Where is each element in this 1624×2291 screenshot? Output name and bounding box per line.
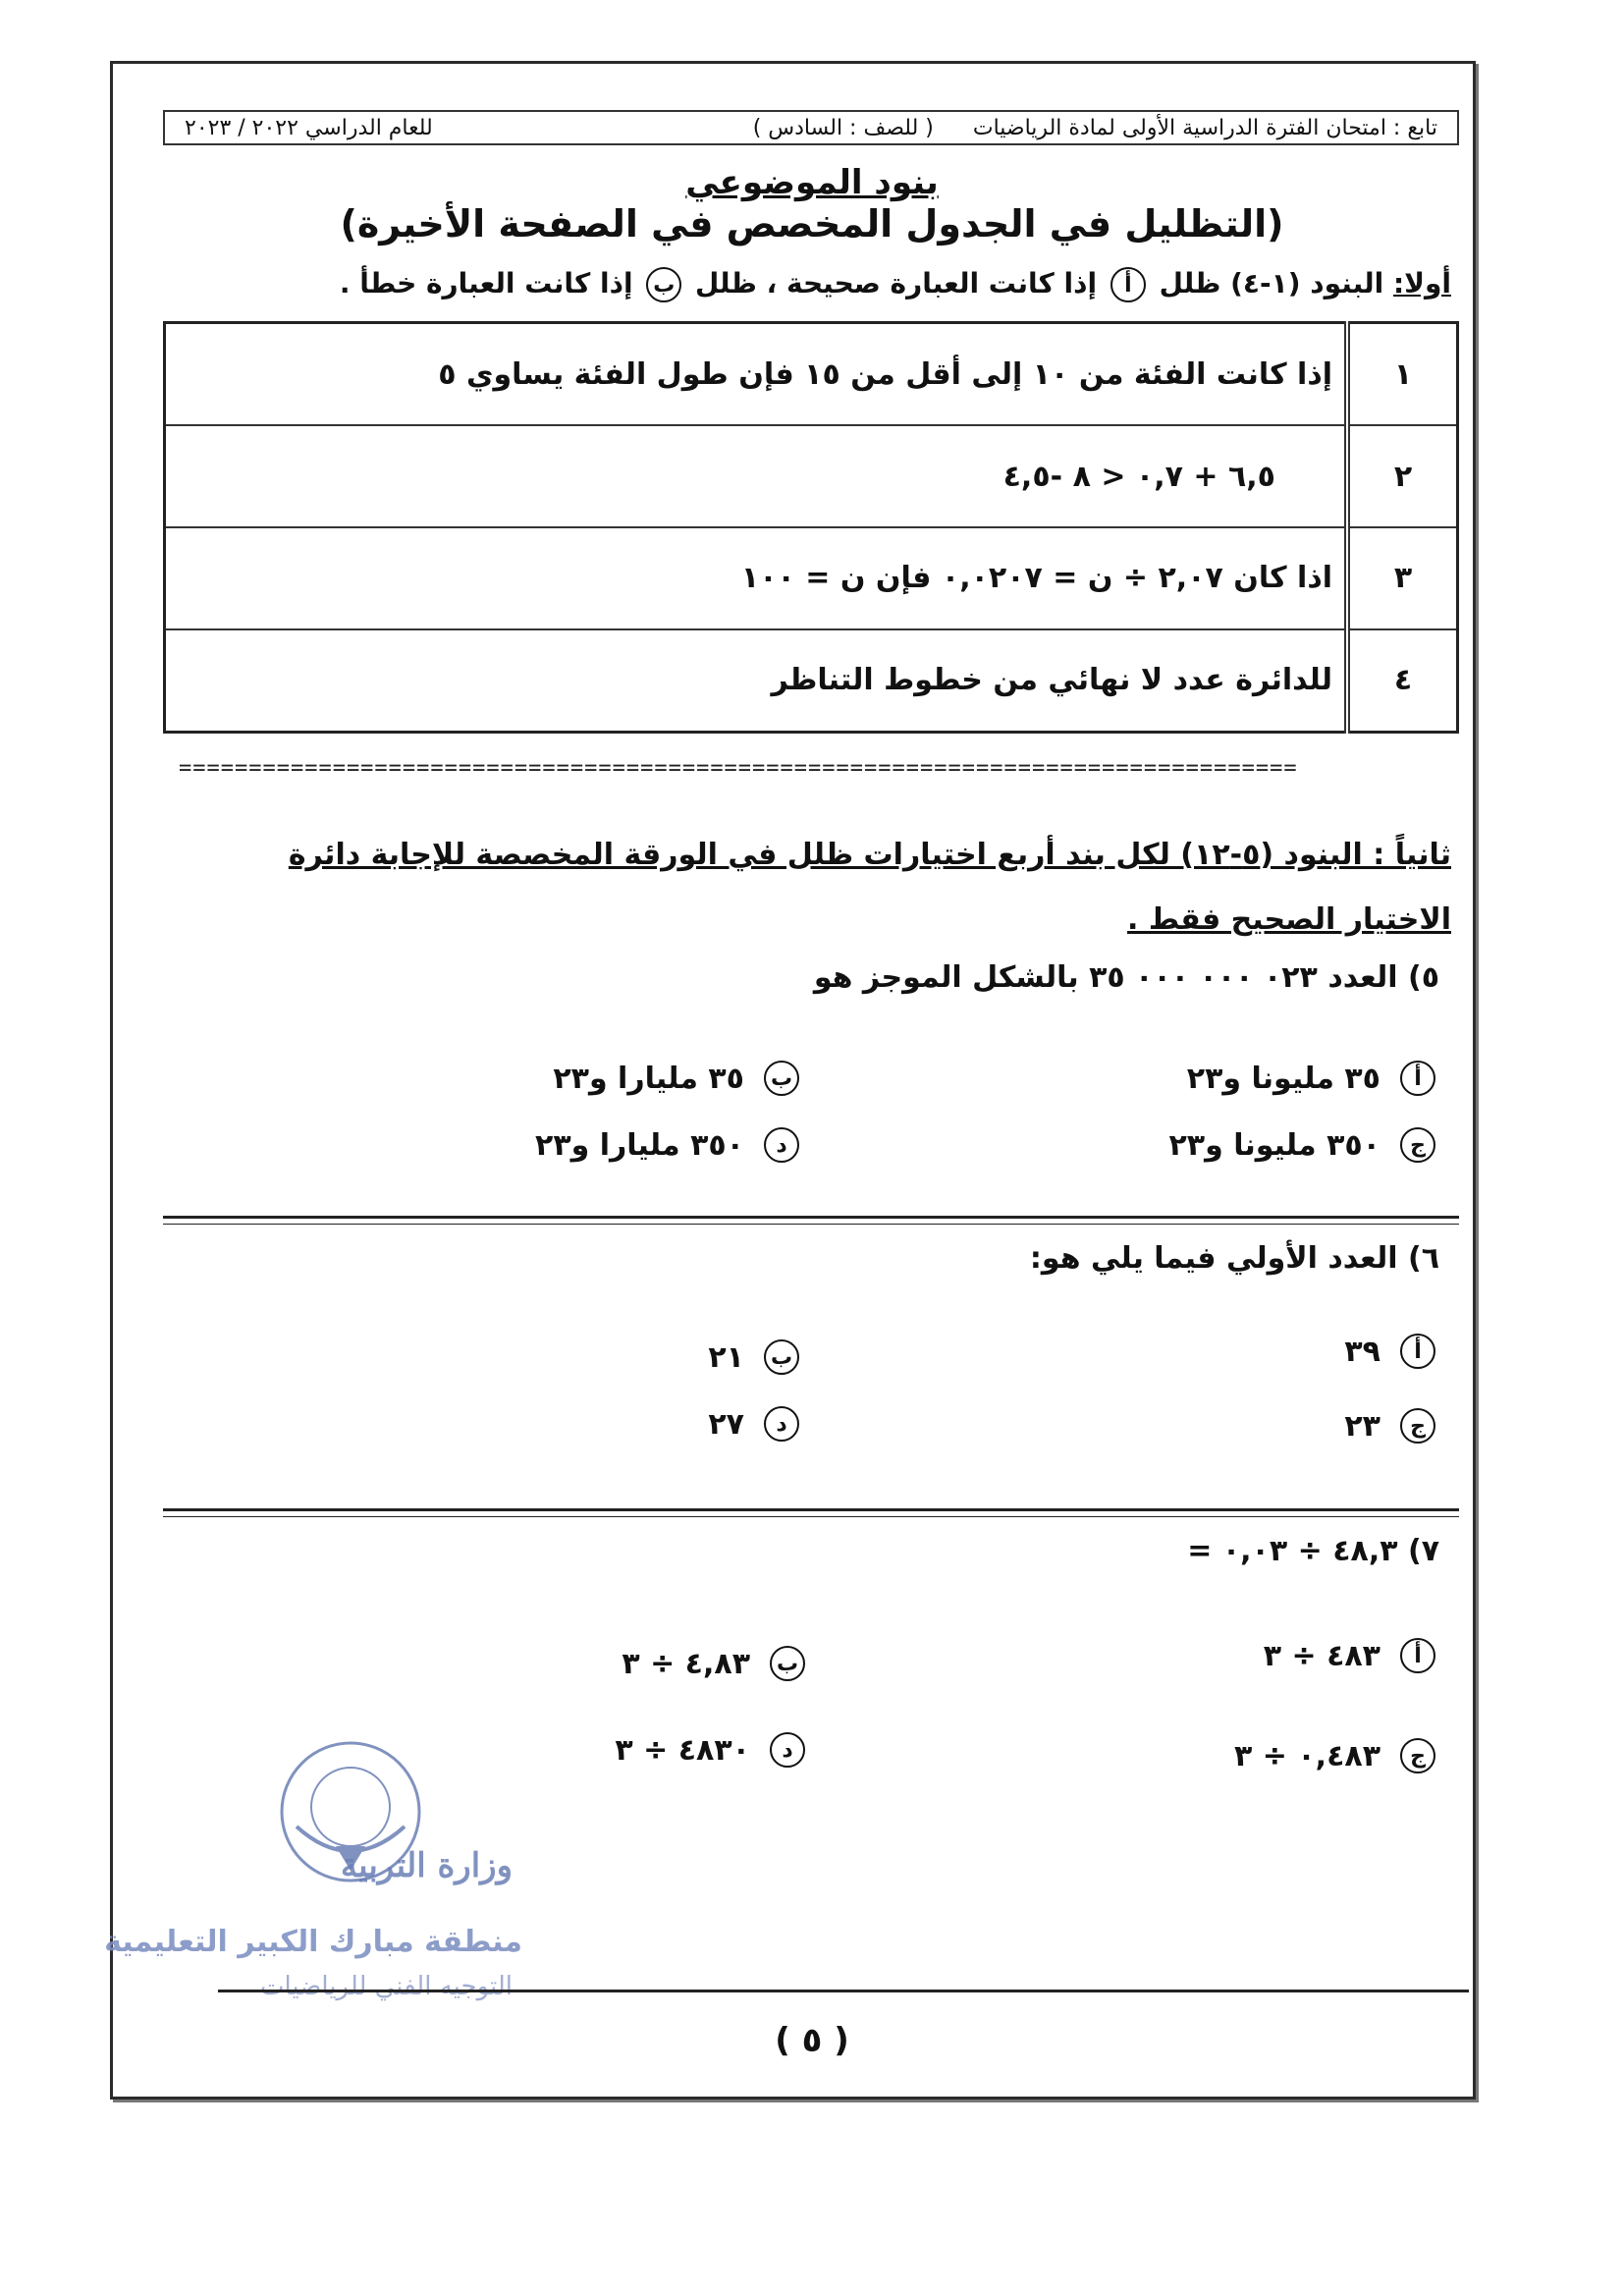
question-divider xyxy=(163,1508,1459,1517)
statement-text: للدائرة عدد لا نهائي من خطوط التناظر xyxy=(165,629,1348,733)
header-exam: تابع : امتحان الفترة الدراسية الأولى لمادة الرياضيات xyxy=(972,115,1437,140)
option-text: ٣٥ مليارا و٢٣ xyxy=(553,1061,744,1096)
option-text: ٣٥٠ مليارا و٢٣ xyxy=(535,1127,744,1163)
option-text: ٠,٤٨٣ ÷ ٣ xyxy=(1234,1738,1380,1773)
shading-instruction: (التظليل في الجدول المخصص في الصفحة الأخيرة) xyxy=(340,202,1284,245)
option-text: ٣٥٠ مليونا و٢٣ xyxy=(1168,1127,1380,1163)
option-letter-icon: د xyxy=(764,1127,799,1163)
true-false-table xyxy=(163,321,1459,734)
statement-text: إذا كانت الفئة من ١٠ إلى أقل من ١٥ فإن طول الفئة يساوي ٥ xyxy=(165,323,1348,426)
option-text: ٢٧ xyxy=(708,1406,744,1442)
region-name: منطقة مبارك الكبير التعليمية xyxy=(104,1925,522,1959)
option-a xyxy=(1187,1061,1439,1096)
option-letter-icon: د xyxy=(770,1732,805,1768)
department-name: التوجيه الفني للرياضيات xyxy=(260,1972,513,2001)
option-b xyxy=(553,1061,803,1096)
statement-number: ٣ xyxy=(1347,527,1458,629)
option-text: ٤٨٣ ÷ ٣ xyxy=(1263,1638,1380,1673)
statement-number: ٤ xyxy=(1347,629,1458,733)
option-letter-icon: أ xyxy=(1400,1061,1435,1096)
circle-true-icon: أ xyxy=(1110,267,1146,302)
option-c xyxy=(1344,1408,1439,1444)
circle-false-icon: ب xyxy=(646,267,681,302)
option-b xyxy=(622,1646,809,1681)
ministry-stamp xyxy=(104,1738,522,2033)
header-grade: ( للصف : السادس ) xyxy=(752,115,934,140)
question-divider xyxy=(163,1216,1459,1225)
option-text: ٣٩ xyxy=(1344,1334,1380,1369)
option-letter-icon: ب xyxy=(764,1339,799,1375)
table-row xyxy=(165,527,1458,629)
option-letter-icon: أ xyxy=(1400,1334,1435,1369)
part1-label: أولا: xyxy=(1392,267,1451,300)
part1-text-a: البنود (١-٤) ظلل xyxy=(1159,267,1384,300)
option-text: ٢٣ xyxy=(1344,1408,1380,1444)
question-stem: ٥) العدد ٠٢٣ ٠٠٠ ٠٠٠ ٣٥ بالشكل الموجز هو xyxy=(813,960,1439,995)
page-number: ( ٥ ) xyxy=(775,2021,849,2060)
table-row xyxy=(165,323,1458,426)
option-d xyxy=(535,1127,803,1163)
statement-number: ١ xyxy=(1347,323,1458,426)
option-letter-icon: د xyxy=(764,1406,799,1442)
option-letter-icon: ج xyxy=(1400,1127,1435,1163)
ministry-name: وزارة التربية xyxy=(340,1846,513,1885)
table-row xyxy=(165,425,1458,527)
part1-text-b: إذا كانت العبارة صحيحة ، ظلل xyxy=(695,267,1098,300)
option-text: ٣٥ مليونا و٢٣ xyxy=(1186,1061,1380,1096)
option-c xyxy=(1168,1127,1439,1163)
separator-line: ================================================================================ xyxy=(179,756,1298,781)
option-letter-icon: ج xyxy=(1400,1738,1435,1773)
part1-instruction xyxy=(340,267,1451,302)
option-text: ٢١ xyxy=(708,1339,744,1375)
option-a xyxy=(1264,1638,1439,1673)
question-stem: ٦) العدد الأولي فيما يلي هو: xyxy=(1029,1241,1439,1276)
option-text: ٤,٨٣ ÷ ٣ xyxy=(622,1646,750,1681)
option-a xyxy=(1344,1334,1439,1369)
option-letter-icon: ب xyxy=(764,1061,799,1096)
option-b xyxy=(708,1339,803,1375)
section-title: بنود الموضوعي xyxy=(685,163,939,202)
option-letter-icon: ج xyxy=(1400,1408,1435,1444)
statement-text: ٦,٥ + ٠,٧ < ٨ -٤,٥ xyxy=(165,425,1348,527)
statement-text: اذا كان ٢,٠٧ ÷ ن = ٠,٠٢٠٧ فإن ن = ١٠٠ xyxy=(165,527,1348,629)
option-text: ٤٨٣٠ ÷ ٣ xyxy=(615,1732,750,1768)
statement-number: ٢ xyxy=(1347,425,1458,527)
option-c xyxy=(1234,1738,1439,1773)
part2-label: ثانياً : البنود (٥-١٢) لكل بند أربع اختيارات ظلل في الورقة المخصصة للإجابة دائرة الاختيار الصحيح فقط . xyxy=(288,838,1451,937)
option-letter-icon: أ xyxy=(1400,1638,1435,1673)
table-row xyxy=(165,629,1458,733)
part2-instruction xyxy=(214,823,1451,953)
part1-text-c: إذا كانت العبارة خطأ . xyxy=(339,267,633,300)
footer-rule xyxy=(218,1990,1469,1992)
question-stem: ٧) ٤٨,٣ ÷ ٠,٠٣ = xyxy=(1187,1534,1439,1568)
exam-header xyxy=(163,110,1459,145)
option-letter-icon: ب xyxy=(770,1646,805,1681)
option-d xyxy=(708,1406,803,1442)
header-year: للعام الدراسي ٢٠٢٢ / ٢٠٢٣ xyxy=(185,115,433,140)
option-d xyxy=(615,1732,809,1768)
